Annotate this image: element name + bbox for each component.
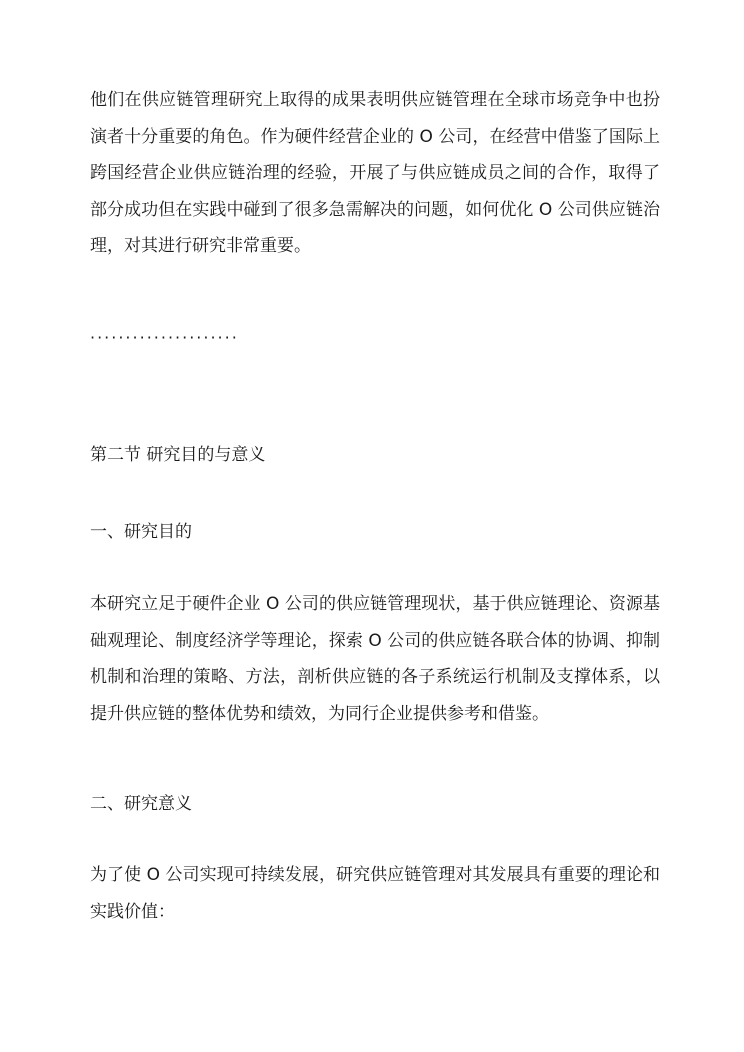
section-title: 第二节 研究目的与意义 [90, 445, 266, 465]
purpose-heading: 一、研究目的 [90, 522, 192, 542]
intro-paragraph: 他们在供应链管理研究上取得的成果表明供应链管理在全球市场竞争中也扮演者十分重要的角色。作为硬件经营企业的 O 公司，在经营中借鉴了国际上跨国经营企业供应链治理的经验，开展了与供应链成员之间的合作，取得了部分成功但在实践中碰到了很多急需解决的问题，如何优化 O 公司供应链治理，对其进行研究非常重要。 [90, 90, 660, 256]
purpose-paragraph: 本研究立足于硬件企业 O 公司的供应链管理现状，基于供应链理论、资源基础观理论、制度经济学等理论，探索 O 公司的供应链各联合体的协调、抑制机制和治理的策略、方法，剖析供应链的各子系统运行机制及支撑体系，以提升供应链的整体优势和绩效，为同行企业提供参考和借鉴。 [90, 594, 660, 724]
significance-heading: 二、研究意义 [90, 794, 192, 814]
significance-paragraph: 为了使 O 公司实现可持续发展，研究供应链管理对其发展具有重要的理论和实践价值： [90, 865, 660, 922]
ellipsis-separator: ····················· [90, 328, 239, 347]
